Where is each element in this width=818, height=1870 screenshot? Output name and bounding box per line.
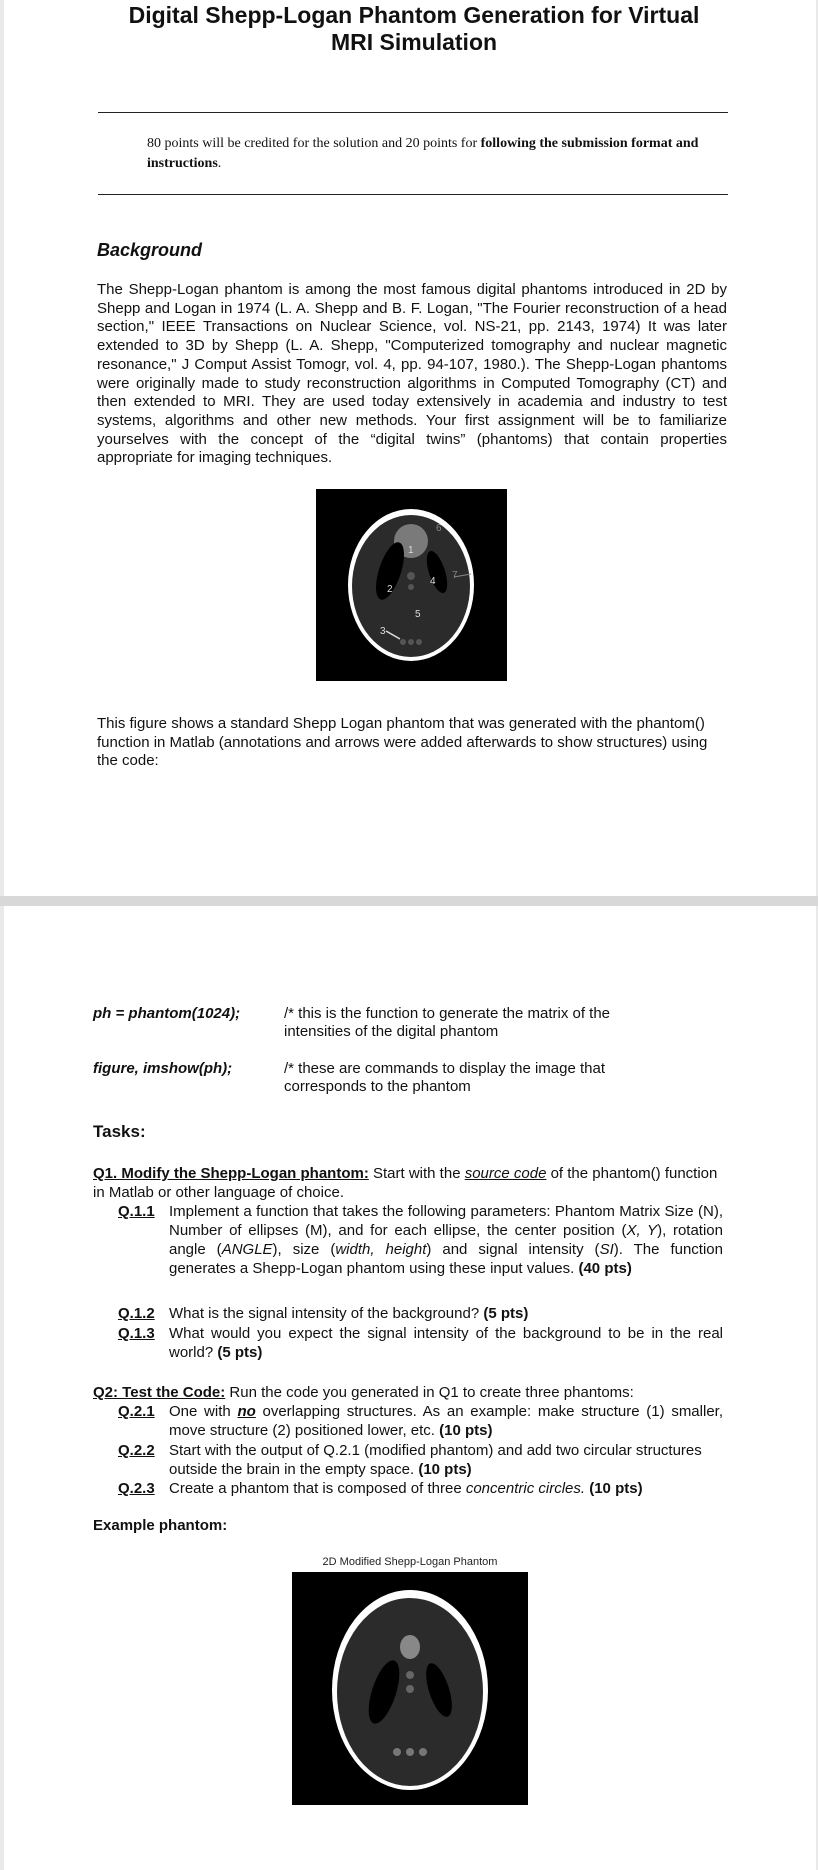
notice-text: 80 points will be credited for the solution and 20 points for [147, 136, 481, 151]
q-2-2-points: (10 pts) [418, 1461, 472, 1478]
structure-1-ellipse [400, 1635, 420, 1659]
notice-end: . [217, 156, 222, 171]
page-separator [0, 896, 818, 906]
structure-3-dot-a [393, 1748, 401, 1756]
q2-title: Q2: Test the Code: [93, 1384, 226, 1401]
q-1-2-number: Q.1.2 [118, 1305, 155, 1322]
structure-small-2 [408, 584, 414, 590]
background-heading: Background [97, 240, 203, 260]
example-figure-title: 2D Modified Shepp-Logan Phantom [322, 1556, 498, 1568]
shepp-logan-figure [316, 489, 507, 681]
q-2-1-text: One with no overlapping structures. As an example: make structure (1) smaller, move structure (2) positioned lower, etc. (10 pts) [169, 1403, 723, 1439]
structure-3-dot-a [400, 639, 406, 645]
structure-3-dot-c [416, 639, 422, 645]
example-phantom-label: Example phantom: [93, 1517, 228, 1534]
code-command: ph = phantom(1024); [93, 1005, 241, 1022]
q2-text: Run the code you generated in Q1 to create three phantoms: [225, 1384, 634, 1401]
structure-3-dot-b [408, 639, 414, 645]
q-1-3-text: What would you expect the signal intensity of the background to be in the real world? (5 pts) [169, 1325, 723, 1361]
background-paragraph: The Shepp-Logan phantom is among the most famous digital phantoms introduced in 2D by Shepp and Logan in 1974 (L. A. Shepp and B. F. Logan, "The Fourier reconstruction of a head section," IEEE Transactions on Nuclear Science, vol. NS-21, pp. 2143, 1974) It was later extended to 3D by Shepp (L. A. Shepp, "Computerized tomography and nuclear magnetic resonance," J Comput Assist Tomogr, vol. 4, pp. 94-107, 1980.). The Shepp-Logan phantoms were originally made to study reconstruction algorithms in Computed Tomography (CT) and then extended to MRI. They are used today extensively in academia and industry to test systems, algorithms and other new methods. Your first assignment will be to familiarize yourselves with the concept of the “digital twins” (phantoms) that contain properties appropriate for imaging techniques. [97, 281, 727, 467]
q-2-3-text: Create a phantom that is composed of three concentric circles. (10 pts) [169, 1480, 643, 1497]
q-1-1-text: Implement a function that takes the following parameters: Phantom Matrix Size (N), Number of ellipses (M), and for each ellipse, the center position (X, Y), rotation angle (ANGLE), size (width, height) and signal intensity (SI). The function generates a Shepp-Logan phantom using these input values. (40 pts) [169, 1203, 723, 1277]
q-2-1-points: (10 pts) [439, 1422, 493, 1439]
structure-3-dot-b [406, 1748, 414, 1756]
q-2-3-number: Q.2.3 [118, 1480, 155, 1497]
q-2-2-text: Start with the output of Q.2.1 (modified phantom) and add two circular structures outside the brain in the empty space. (10 pts) [169, 1442, 702, 1478]
q-2-1-number: Q.2.1 [118, 1403, 155, 1420]
figure-label-5: 5 [415, 609, 421, 620]
source-code-link[interactable]: source code [464, 1165, 547, 1182]
q-2-3-points: (10 pts) [589, 1480, 643, 1497]
example-phantom-figure [292, 1572, 528, 1805]
document-title [44, 2, 784, 56]
q-1-3-number: Q.1.3 [118, 1325, 155, 1342]
code-command: figure, imshow(ph); [93, 1060, 233, 1077]
figure-label-6: 6 [436, 523, 442, 534]
q-2-2-number: Q.2.2 [118, 1442, 155, 1459]
q1-heading [93, 1164, 723, 1202]
title-line-2: MRI Simulation [330, 29, 498, 55]
figure-label-7: 7 [452, 570, 458, 581]
rule-bottom [98, 194, 728, 195]
q-1-1-points: (40 pts) [578, 1260, 632, 1277]
figure-label-2: 2 [387, 584, 393, 595]
q-1-3-points: (5 pts) [217, 1344, 263, 1361]
structure-small-1 [407, 572, 415, 580]
structure-small-1 [406, 1671, 414, 1679]
q-1-2-points: (5 pts) [483, 1305, 529, 1322]
q2-heading [93, 1383, 723, 1402]
q1-text: Start with the [368, 1165, 465, 1182]
q-1-1-number: Q.1.1 [118, 1203, 155, 1220]
grading-notice [147, 134, 717, 174]
title-line-1: Digital Shepp-Logan Phantom Generation for Virtual [128, 2, 700, 28]
q-2-1-emphasis: no [237, 1403, 256, 1420]
structure-small-2 [406, 1685, 414, 1693]
figure-caption: This figure shows a standard Shepp Logan phantom that was generated with the phantom() function in Matlab (annotations and arrows were added afterwards to show structures) using the code: [97, 715, 708, 770]
q-1-2-text: What is the signal intensity of the background? (5 pts) [169, 1305, 529, 1322]
q1-title: Q1. Modify the Shepp-Logan phantom: [93, 1165, 369, 1182]
q1-text-end: of the phantom() function in Matlab or other language of choice. [93, 1165, 718, 1201]
figure-label-4: 4 [430, 576, 436, 587]
code-comment: /* this is the function to generate the matrix of the intensities of the digital phantom [284, 1005, 611, 1040]
figure-label-3: 3 [380, 626, 386, 637]
notice-bold: following the submission format and instructions [147, 136, 699, 171]
document-page-1 [4, 0, 816, 896]
rule-top [98, 112, 728, 113]
figure-label-1: 1 [408, 545, 414, 556]
code-comment: /* these are commands to display the image that corresponds to the phantom [284, 1060, 606, 1095]
structure-3-dot-c [419, 1748, 427, 1756]
tasks-heading: Tasks: [93, 1122, 146, 1141]
